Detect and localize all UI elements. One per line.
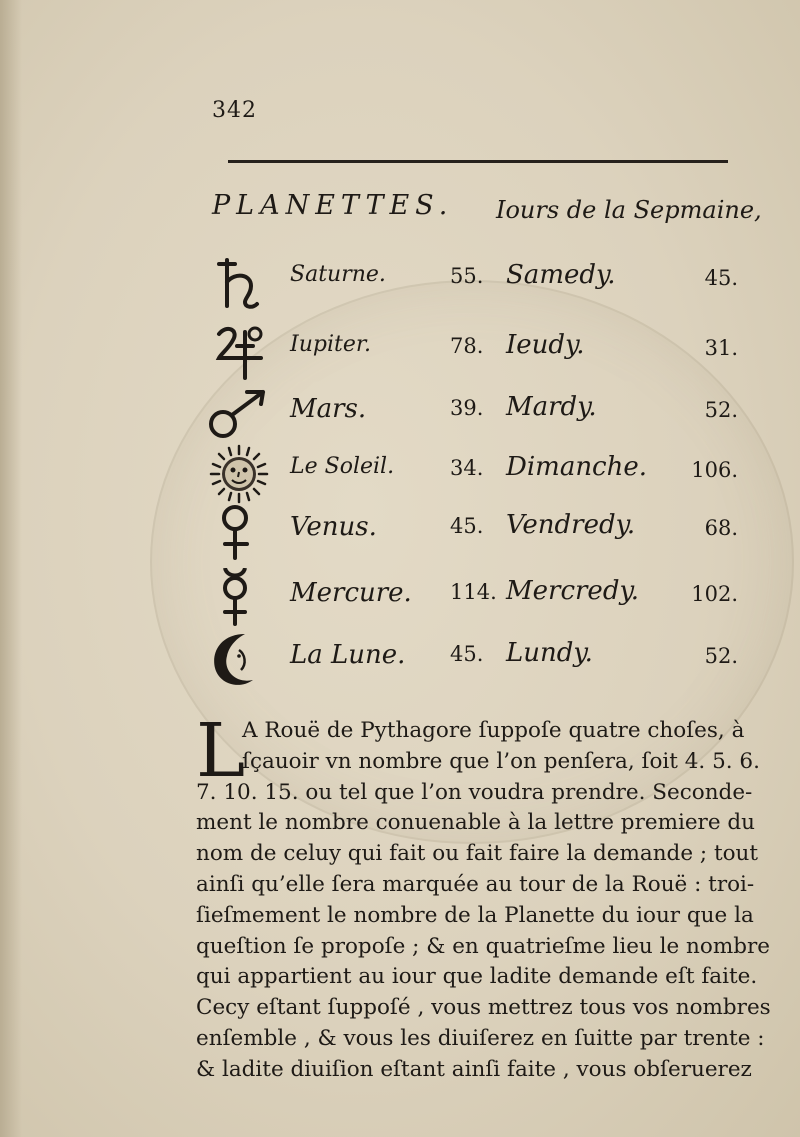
text-line: enſemble , & vous les diuiſerez en ſuitte par trente : — [196, 1025, 765, 1051]
text-line: 7. 10. 15. ou tel que l’on voudra prendre. Seconde- — [196, 779, 753, 805]
planet-name: Saturne. — [290, 262, 386, 287]
jupiter-icon — [205, 322, 273, 382]
drop-cap: L — [196, 708, 246, 794]
day-name: Dimanche. — [506, 452, 648, 482]
planet-number: 78. — [450, 334, 484, 358]
day-number: 31. — [704, 336, 738, 360]
day-number: 102. — [691, 582, 738, 606]
table-row — [0, 578, 800, 634]
text-line: A Rouë de Pythagore ſuppoſe quatre choſes, à — [242, 718, 745, 743]
day-number: 106. — [691, 458, 738, 482]
planet-number: 39. — [450, 396, 484, 420]
column-header-planets: PLANETTES. — [212, 190, 454, 221]
table-row — [0, 394, 800, 450]
planet-name: Mercure. — [290, 578, 412, 608]
venus-icon — [205, 502, 273, 562]
planet-name: Iupiter. — [290, 332, 371, 357]
day-number: 68. — [704, 516, 738, 540]
planet-number: 55. — [450, 264, 484, 288]
day-name: Mercredy. — [506, 576, 639, 606]
saturn-icon — [205, 252, 273, 312]
planet-name: Le Soleil. — [290, 454, 395, 479]
header-rule — [228, 160, 728, 163]
text-line: & ladite diuiſion eſtant ainſi faite , vous obſeruerez — [196, 1056, 752, 1082]
table-row — [0, 262, 800, 318]
text-line: nom de celuy qui fait ou fait faire la demande ; tout — [196, 841, 759, 867]
column-header-days: Iours de la Sepmaine, — [496, 196, 762, 224]
planet-name: Mars. — [290, 394, 367, 424]
text-line: queſtion ſe propoſe ; & en quatrieſme lieu le nombre — [196, 933, 770, 959]
day-name: Samedy. — [506, 260, 616, 290]
planet-name: Venus. — [290, 512, 377, 542]
text-line: ſçauoir vn nombre que l’on penſera, ſoit 4. 5. 6. — [242, 748, 760, 774]
page-number: 342 — [212, 98, 257, 123]
table-row — [0, 512, 800, 568]
day-number: 52. — [704, 644, 738, 668]
planet-number: 114. — [450, 580, 497, 604]
day-number: 52. — [704, 398, 738, 422]
text-line: ainſi qu’elle ſera marquée au tour de la Rouë : troi- — [196, 871, 755, 897]
day-name: Mardy. — [506, 392, 597, 422]
mercury-icon — [205, 568, 273, 628]
day-name: Vendredy. — [506, 510, 636, 540]
planet-number: 45. — [450, 514, 484, 538]
planet-name: La Lune. — [290, 640, 406, 670]
planet-number: 45. — [450, 642, 484, 666]
day-name: Ieudy. — [506, 330, 585, 360]
mars-icon — [205, 384, 273, 444]
day-name: Lundy. — [506, 638, 593, 668]
day-number: 45. — [704, 266, 738, 290]
sun-icon — [205, 444, 273, 504]
body-paragraph — [196, 708, 771, 1086]
table-row — [0, 332, 800, 388]
text-line: Cecy eſtant ſuppoſé , vous mettrez tous vos nombres — [196, 995, 771, 1021]
planet-number: 34. — [450, 456, 484, 480]
moon-icon — [205, 630, 273, 690]
table-row — [0, 454, 800, 510]
text-line: qui appartient au iour que ladite demande eſt faite. — [196, 964, 758, 990]
text-line: ſieſmement le nombre de la Planette du iour que la — [196, 902, 754, 928]
text-line: ment le nombre conuenable à la lettre premiere du — [196, 810, 755, 836]
table-row — [0, 640, 800, 696]
